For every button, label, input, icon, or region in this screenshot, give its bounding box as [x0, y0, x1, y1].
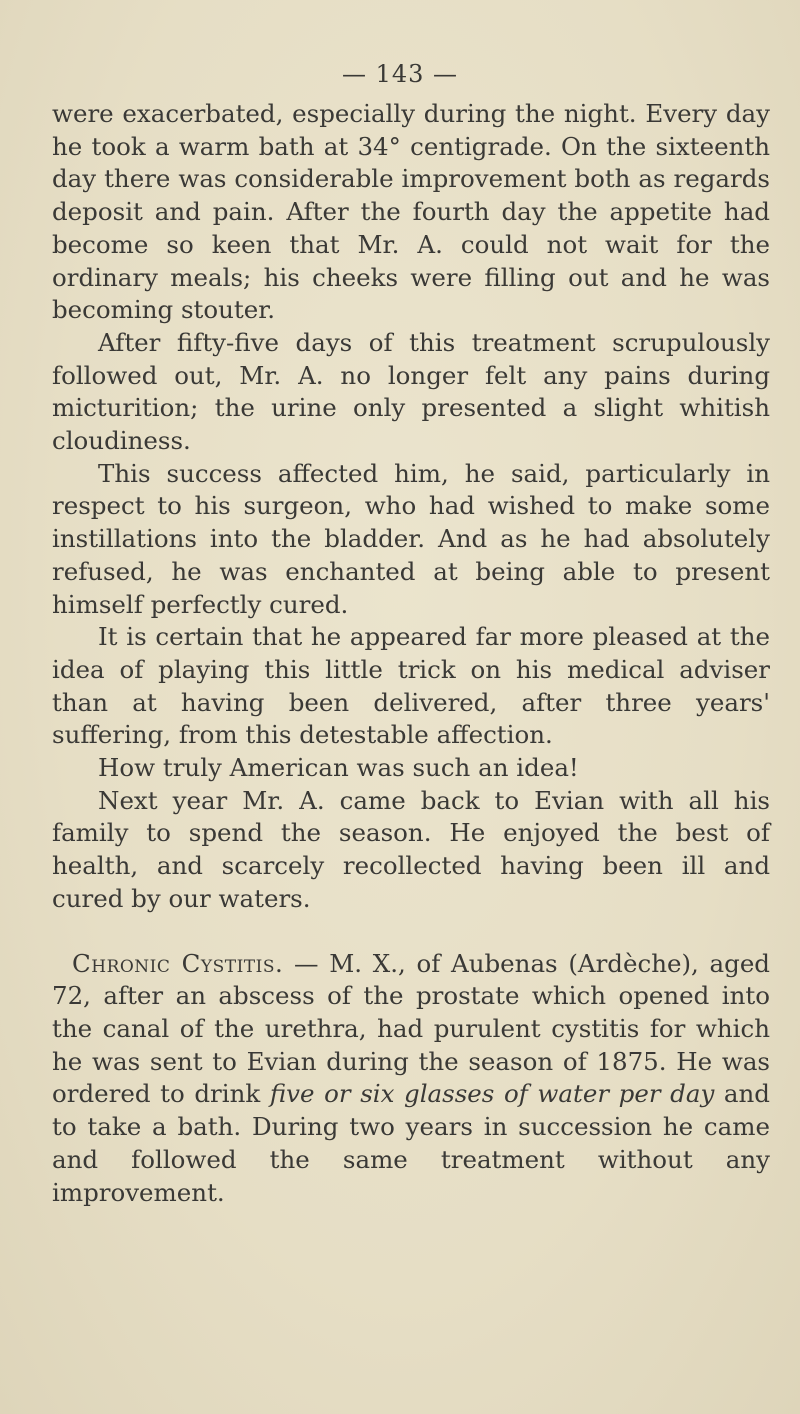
- body-text: [52, 98, 770, 1209]
- paragraph-american: How truly American was such an idea!: [98, 753, 579, 783]
- paragraph-trick: It is certain that he appeared far more pleased at the idea of playing this little trick on his medical adviser than at having been delivered, after three years' suffering, from this detestable affection.: [52, 622, 770, 750]
- page-number: — 143 —: [341, 60, 459, 88]
- paragraph-success: This success affected him, he said, particularly in respect to his surgeon, who had wished to make some instillations into the bladder. And as he had absolutely refused, he was enchanted at being able to present himself perfectly cured.: [52, 458, 770, 619]
- case-prescription: five or six glasses of water per day: [269, 1079, 715, 1109]
- paragraph-continuation: were exacerbated, especially during the night. Every day he took a warm bath at 34° centigrade. On the sixteenth day there was considerable improvement both as regards deposit and pain. After the fourth day the appetite had become so keen that Mr. A. could not wait for the ordinary meals; his cheeks were filling out and he was becoming stouter.: [52, 99, 770, 325]
- case-heading: Chronic Cystitis.: [72, 948, 284, 978]
- case-body-start: — M. X., of Aubenas (Ardèche), aged 72, after an abscess of the prostate which opened into the canal of the urethra, had purulent cystitis for which he was sent to Evian during the season of 1875. He was ordered to drink: [52, 948, 770, 1109]
- paragraph-treatment-result: After fifty-five days of this treatment scrupulously followed out, Mr. A. no longer felt any pains during micturition; the urine only presented a slight whitish cloudiness.: [52, 327, 770, 456]
- paragraph-next-year: Next year Mr. A. came back to Evian with all his family to spend the season. He enjoyed the best of health, and scarcely recollected having been ill and cured by our waters.: [52, 785, 770, 913]
- case-chronic-cystitis: [52, 948, 770, 1210]
- case-body-end: and to take a bath. During two years in succession he came and followed the same treatment without any improvement.: [52, 1079, 770, 1207]
